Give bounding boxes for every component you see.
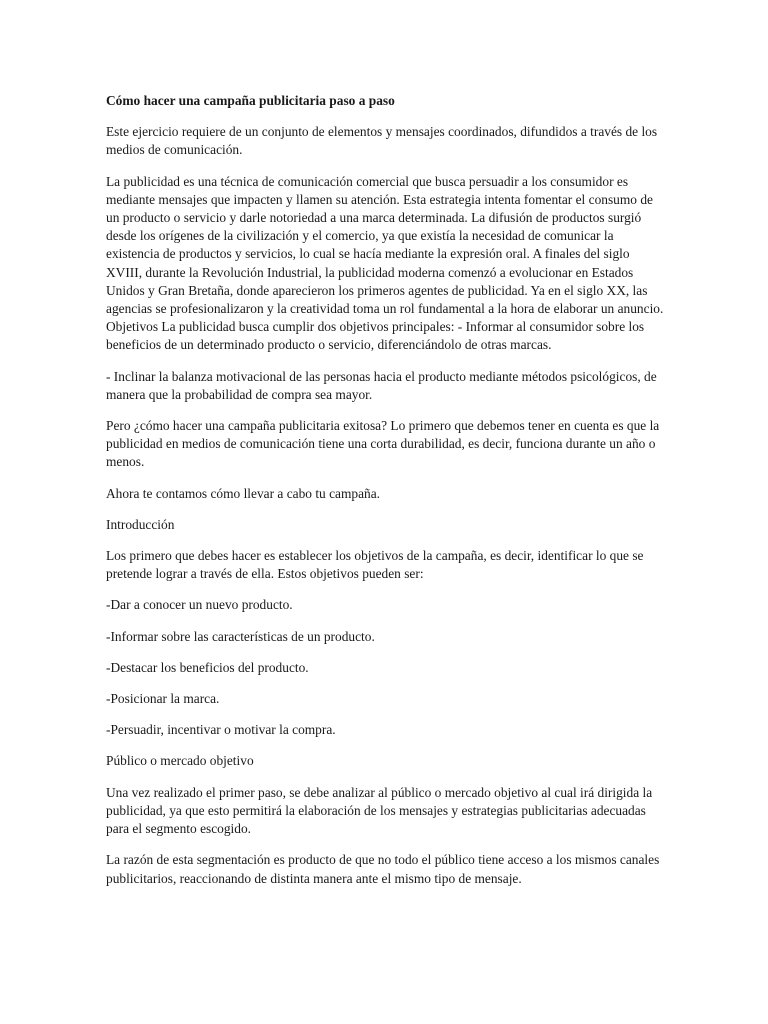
list-item-objective: -Persuadir, incentivar o motivar la compra.: [106, 722, 336, 738]
paragraph-intro: Este ejercicio requiere de un conjunto de elementos y mensajes coordinados, difundidos a través de los medios de comunicación.: [106, 124, 658, 158]
paragraph-pero: Pero ¿cómo hacer una campaña publicitaria exitosa? Lo primero que debemos tener en cuenta es que la publicidad en medios de comunicación tiene una corta durabilidad, es decir, funciona durante un año o menos.: [106, 418, 660, 470]
paragraph-inclinar: - Inclinar la balanza motivacional de las personas hacia el producto mediante métodos psicológicos, de manera que la probabilidad de compra sea mayor.: [106, 368, 657, 402]
paragraph-ahora: Ahora te contamos cómo llevar a cabo tu campaña.: [106, 485, 381, 501]
paragraph-analisis: Una vez realizado el primer paso, se debe analizar al público o mercado objetivo al cual irá dirigida la publicidad, ya que esto permitirá la elaboración de los mensajes y estrategias publicitarias adecuadas para el segmento escogido.: [106, 784, 653, 837]
document-title: Cómo hacer una campaña publicitaria paso a paso: [106, 93, 395, 108]
paragraph-publicidad: La publicidad es una técnica de comunicación comercial que busca persuadir a los consumidor es mediante mensajes que impacten y llamen su atención. Esta estrategia intenta fomentar el consumo de un producto o servicio y darle notoriedad a una marca determinada. La difusión de productos surgió desde los orígenes de la civilización y el comercio, ya que existía la necesidad de comunicar la existencia de productos y servicios, lo cual se hacía mediante la expresión oral. A finales del siglo XVIII, durante la Revolución Industrial, la publicidad moderna comenzó a evolucionar en Estados Unidos y Gran Bretaña, donde aparecieron los primeros agentes de publicidad. Ya en el siglo XX, las agencias se profesionalizaron y la creatividad toma un rol fundamental a la hora de elaborar un anuncio. Objetivos La publicidad busca cumplir dos objetivos principales: - Informar al consumidor sobre los beneficios de un determinado producto o servicio, diferenciándolo de otras marcas.: [106, 173, 664, 353]
paragraph-segmentacion: La razón de esta segmentación es producto de que no todo el público tiene acceso a los mismos canales publicitarios, reaccionando de distinta manera ante el mismo tipo de mensaje.: [106, 852, 660, 886]
list-item-objective: -Informar sobre las características de un producto.: [106, 628, 375, 644]
list-item-objective: -Dar a conocer un nuevo producto.: [106, 597, 293, 613]
section-heading-publico: Público o mercado objetivo: [106, 753, 254, 769]
document-page: [106, 92, 666, 901]
section-heading-introduccion: Introducción: [106, 516, 175, 532]
list-item-objective: -Destacar los beneficios del producto.: [106, 659, 309, 675]
paragraph-objetivos: Los primero que debes hacer es establecer los objetivos de la campaña, es decir, identificar lo que se pretende lograr a través de ella. Estos objetivos pueden ser:: [106, 548, 644, 582]
list-item-objective: -Posicionar la marca.: [106, 691, 220, 707]
